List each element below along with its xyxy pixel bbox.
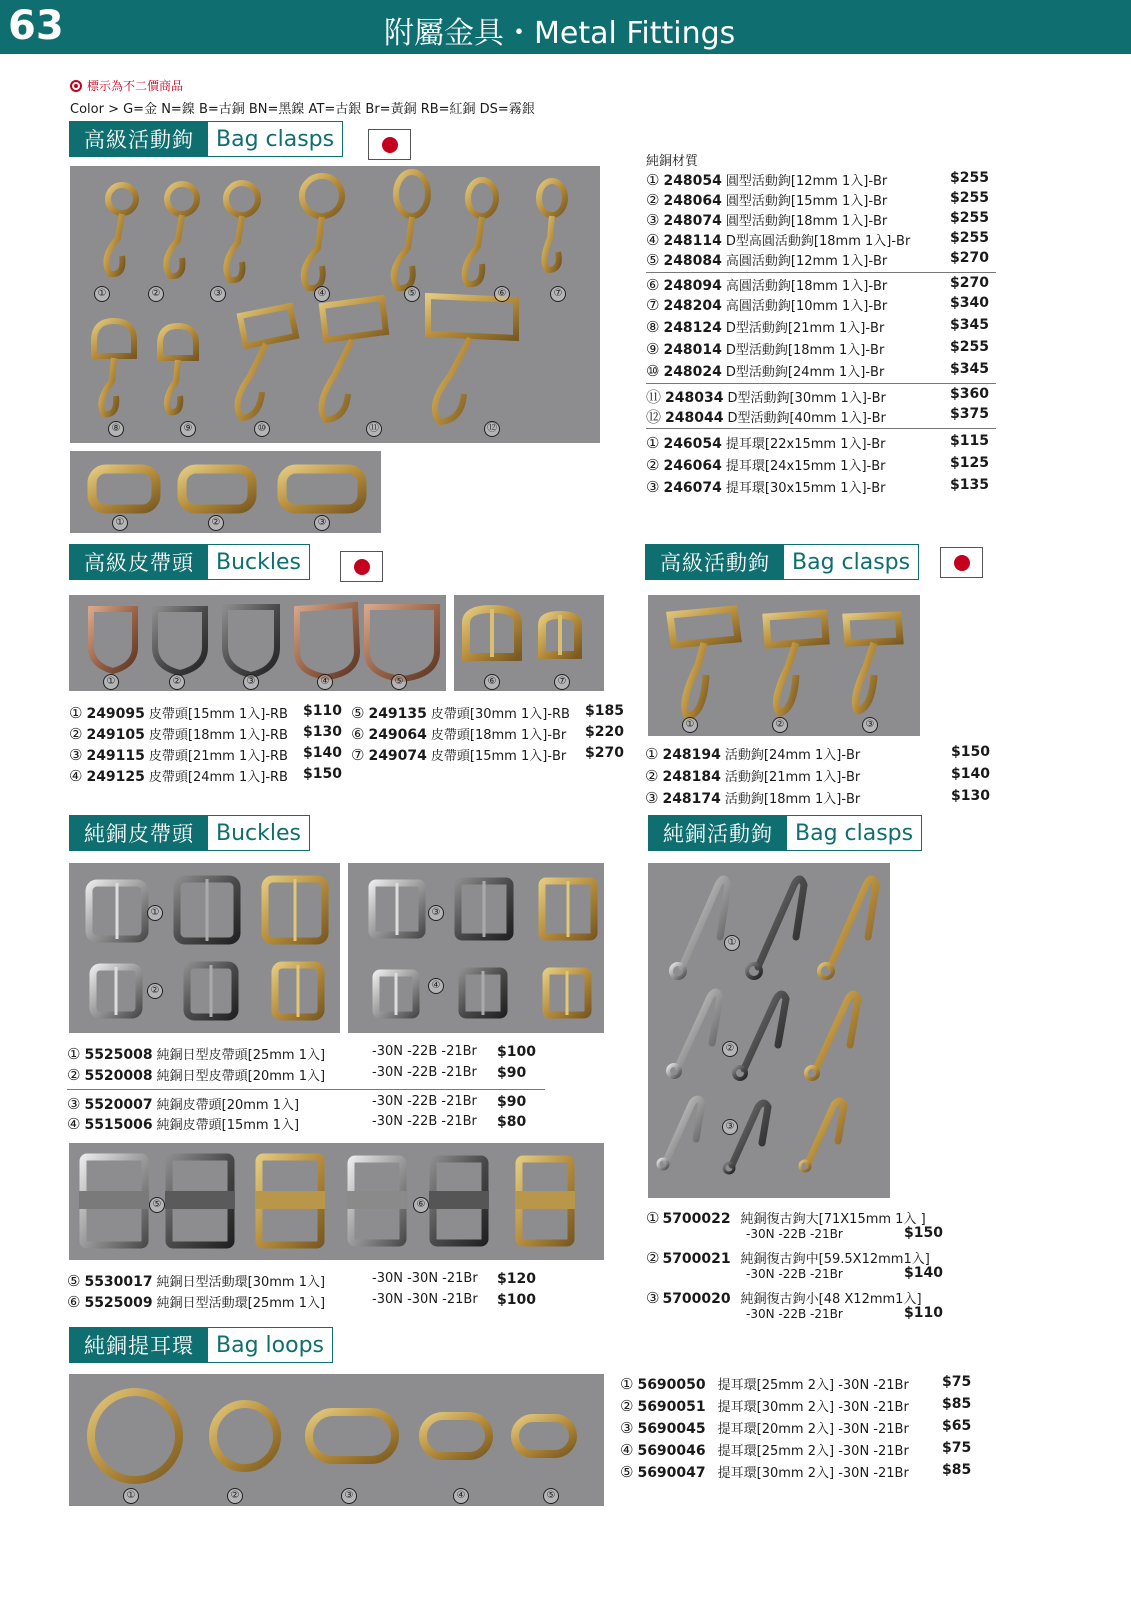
bag-loops-premium-photo [70,451,381,533]
section-title-bag-clasps-2 [645,544,919,580]
section-title-bag-clasps [69,121,343,157]
section-title-en: Buckles [208,816,309,850]
section-title-zh: 純銅皮帶頭 [70,816,208,850]
color-legend: Color > G=金 N=鎳 B=古銅 BN=黑鎳 AT=古銀 Br=黃銅 RB=紅銅 DS=霧銀 [70,102,535,117]
japan-flag-icon [940,547,983,578]
list-item: ③ 5700020 純銅復古鉤小[48 X12mm1入] -30N -22B -21Br $110 [646,1289,943,1321]
fixed-price-note-text: 標示為不二價商品 [87,79,184,93]
list-item: ④ 5515006 純銅皮帶頭[15mm 1入] -30N -22B -21Br $80 [67,1114,527,1133]
photo-label: ⑤ [149,1197,165,1213]
photo-label: ④ [453,1488,469,1504]
divider [646,272,996,273]
list-item: ② 5690051 提耳環[30mm 2入] -30N -21Br $85 [620,1396,972,1415]
bag-clasps-2-price-list [645,744,995,810]
section-title-en: Bag clasps [784,545,918,579]
bag-loops-price-list [620,1374,980,1484]
photo-label: ⑤ [543,1488,559,1504]
section-title-zh: 純銅活動鉤 [649,816,787,850]
buckles-brass-photo [454,595,604,691]
copper-buckles-price-list [67,1044,547,1134]
buckles-premium-photo [69,595,446,691]
list-item: ⑦ 248204 高圓活動鉤[10mm 1入]-Br $340 [646,295,989,314]
photo-label: ⑦ [554,674,570,690]
japan-flag-icon [340,551,383,582]
list-item: ⑨ 248014 D型活動鉤[18mm 1入]-Br $255 [646,339,989,358]
photo-label: ③ [210,286,226,302]
section-title-copper-bag-clasps [648,815,922,851]
list-item: ⑥ 5525009 純銅日型活動環[25mm 1入] -30N -30N -21Br $100 [67,1292,536,1311]
copper-bag-clasps-price-list [646,1208,976,1328]
divider [646,428,996,429]
roller-buckles-photo [69,1143,604,1260]
photo-label: ④ [314,286,330,302]
list-item: ③ 248174 活動鉤[18mm 1入]-Br $130 [645,788,990,807]
bag-loops-photo [69,1374,604,1506]
section-title-en: Bag clasps [787,816,921,850]
photo-label: ③ [341,1488,357,1504]
list-item: ③ 249115 皮帶頭[21mm 1入]-RB $140 ⑦ 249074 皮帶頭[15mm 1入]-Br $270 [69,745,624,764]
section-title-zh: 純銅提耳環 [70,1328,208,1362]
photo-label: ② [169,674,185,690]
photo-label: ② [722,1041,738,1057]
list-item: ③ 5690045 提耳環[20mm 2入] -30N -21Br $65 [620,1418,972,1437]
photo-label: ⑦ [550,286,566,302]
section-title-zh: 高級活動鉤 [646,545,784,579]
bag-clasps-photo [70,166,600,443]
bullseye-icon [70,80,82,92]
photo-label: ③ [722,1119,738,1135]
photo-label: ④ [428,978,444,994]
list-item: ⑧ 248124 D型活動鉤[21mm 1入]-Br $345 [646,317,989,336]
section-title-en: Bag clasps [208,122,342,156]
list-item: ⑤ 5690047 提耳環[30mm 2入] -30N -21Br $85 [620,1462,972,1481]
photo-label: ④ [317,674,333,690]
section-title-zh: 高級活動鉤 [70,122,208,156]
photo-label: ⑥ [494,286,510,302]
list-item: ② 5520008 純銅日型皮帶頭[20mm 1入] -30N -22B -21Br $90 [67,1065,527,1084]
list-item: ⑫ 248044 D型活動鉤[40mm 1入]-Br $375 [646,406,989,426]
list-item: ④ 5690046 提耳環[25mm 2入] -30N -21Br $75 [620,1440,972,1459]
photo-label: ① [112,515,128,531]
photo-label: ② [208,515,224,531]
photo-label: ① [103,674,119,690]
list-item: ② 248184 活動鉤[21mm 1入]-Br $140 [645,766,990,785]
list-item: ④ 249125 皮帶頭[24mm 1入]-RB $150 [69,766,342,785]
photo-label: ③ [862,717,878,733]
list-item: ⑥ 248094 高圓活動鉤[18mm 1入]-Br $270 [646,275,989,294]
material-note: 純銅材質 [646,154,699,169]
photo-label: ⑨ [180,421,196,437]
photo-label: ⑩ [254,421,270,437]
bag-clasps-2-photo [648,595,920,736]
page-title: 附屬金具・Metal Fittings [384,16,736,51]
divider [67,1089,545,1090]
list-item: ③ 248074 圓型活動鉤[18mm 1入]-Br $255 [646,210,989,229]
copper-bag-clasps-photo [648,863,890,1198]
list-item: ④ 248114 D型高圓活動鉤[18mm 1入]-Br $255 [646,230,989,249]
divider [646,383,996,384]
list-item: ① 248194 活動鉤[24mm 1入]-Br $150 [645,744,990,763]
list-item: ② 248064 圓型活動鉤[15mm 1入]-Br $255 [646,190,989,209]
photo-label: ⑪ [366,421,382,437]
section-title-zh: 高級皮帶頭 [70,545,208,579]
list-item: ② 5700021 純銅復古鉤中[59.5X12mm1入] -30N -22B -21Br $140 [646,1249,943,1281]
section-title-en: Bag loops [208,1328,332,1362]
photo-label: ⑤ [404,286,420,302]
list-item: ① 249095 皮帶頭[15mm 1入]-RB $110 ⑤ 249135 皮帶頭[30mm 1入]-RB $185 [69,703,624,722]
photo-label: ⑥ [413,1197,429,1213]
copper-buckles-photo-2 [348,863,604,1033]
photo-label: ① [123,1488,139,1504]
list-item: ① 246054 提耳環[22x15mm 1入]-Br $115 [646,433,989,452]
bag-clasps-price-list [646,150,996,499]
list-item: ① 5690050 提耳環[25mm 2入] -30N -21Br $75 [620,1374,972,1393]
list-item: ② 249105 皮帶頭[18mm 1入]-RB $130 ⑥ 249064 皮帶頭[18mm 1入]-Br $220 [69,724,624,743]
photo-label: ⑧ [108,421,124,437]
list-item: ⑪ 248034 D型活動鉤[30mm 1入]-Br $360 [646,386,989,406]
buckles-premium-price-list [69,703,629,787]
photo-label: ③ [243,674,259,690]
list-item: ② 246064 提耳環[24x15mm 1入]-Br $125 [646,455,989,474]
fixed-price-note [70,77,183,94]
list-item: ③ 246074 提耳環[30x15mm 1入]-Br $135 [646,477,989,496]
photo-label: ① [682,717,698,733]
list-item: ① 248054 圓型活動鉤[12mm 1入]-Br $255 [646,170,989,189]
page-number: 63 [8,3,64,49]
photo-label: ① [94,286,110,302]
list-item: ③ 5520007 純銅皮帶頭[20mm 1入] -30N -22B -21Br $90 [67,1094,527,1113]
section-title-bag-loops [69,1327,333,1363]
photo-label: ⑫ [484,421,500,437]
list-item: ⑤ 248084 高圓活動鉤[12mm 1入]-Br $270 [646,250,989,269]
roller-buckles-price-list [67,1271,547,1313]
section-title-copper-buckles [69,815,310,851]
photo-label: ① [724,935,740,951]
photo-label: ② [147,983,163,999]
japan-flag-icon [368,129,411,160]
photo-label: ⑥ [484,674,500,690]
section-title-buckles [69,544,310,580]
list-item: ① 5525008 純銅日型皮帶頭[25mm 1入] -30N -22B -21Br $100 [67,1044,536,1063]
list-item: ⑤ 5530017 純銅日型活動環[30mm 1入] -30N -30N -21Br $120 [67,1271,536,1290]
section-title-en: Buckles [208,545,309,579]
list-item: ⑩ 248024 D型活動鉤[24mm 1入]-Br $345 [646,361,989,380]
photo-label: ② [227,1488,243,1504]
photo-label: ② [772,717,788,733]
photo-label: ① [147,905,163,921]
photo-label: ③ [314,515,330,531]
photo-label: ③ [428,905,444,921]
list-item: ① 5700022 純銅復古鉤大[71X15mm 1入 ] -30N -22B -21Br $150 [646,1209,943,1241]
photo-label: ② [148,286,164,302]
photo-label: ⑤ [391,674,407,690]
copper-buckles-photo-1 [69,863,340,1033]
